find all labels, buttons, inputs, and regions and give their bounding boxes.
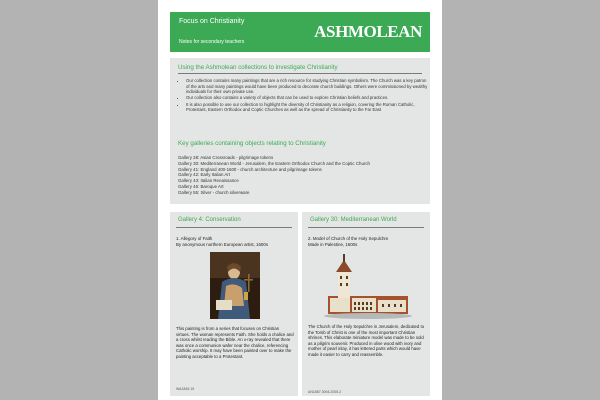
object-meta: By anonymous northern European artist, 1600s — [176, 241, 269, 247]
intro-heading: Using the Ashmolean collections to investigate Christianity — [178, 64, 338, 71]
gallery-item: Gallery 43: Italian Renaissance — [178, 178, 239, 184]
bullet-item: • It is also possible to use our collection to highlight the diversity of Christianity as a religion, covering the Roman Catholic, Protestant, Eastern Orthodox and Coptic Churches as well as the spread of Christianity to the Far East — [186, 102, 428, 113]
accession-number: AN1887.3094.2005.2 — [308, 390, 342, 394]
gallery-item: Gallery 55: Silver - church silverware — [178, 189, 250, 195]
card-divider — [176, 227, 292, 228]
card-divider — [308, 227, 424, 228]
object-description: The Church of the Holy Sepulchre in Jerusalem, dedicated to the Tomb of Christ is one of the most important Christian shrines. This elaborate miniature model was made to be sold as a pilgrim souvenir. Produced in olive wood with ivory and mother of pearl inlay, it has lettered parts which would have made it easier to carry and reassemble. — [308, 324, 425, 357]
gallery-item: Gallery 41: England 400-1600 - church architecture and pilgrimage tokens — [178, 166, 322, 172]
document-title: Focus on Christianity — [179, 18, 245, 25]
bullet-item: • Our collection contains many paintings that are a rich resource for studying Christian symbolism. The Church was a key patron of the arts and many paintings would have been produced to decorate church buildings. Others were commissioned by wealthy individuals for their own private use. — [186, 78, 428, 95]
document-page — [158, 0, 442, 400]
object-meta: Made in Palestine, 1600s — [308, 241, 358, 247]
gallery-item: Gallery 42: Early Italian Art — [178, 172, 230, 178]
heading-divider — [178, 73, 422, 74]
card-heading: Gallery 4: Conservation — [178, 217, 241, 223]
intro-panel — [170, 58, 430, 204]
gallery-4-card — [170, 212, 298, 396]
gallery-30-card — [302, 212, 430, 396]
ashmolean-logo: ASHMOLEAN — [314, 22, 422, 41]
header-banner — [170, 12, 430, 52]
gallery-item: Gallery 46: Baroque Art — [178, 183, 224, 189]
galleries-heading: Key galleries containing objects relating to Christianity — [178, 140, 326, 147]
bullet-item: • Our collection also contains a variety of objects that can be used to explore Christian beliefs and practices. — [186, 95, 428, 101]
gallery-list — [178, 155, 370, 196]
document-subtitle: Notes for secondary teachers — [179, 39, 245, 45]
intro-bullet-list — [178, 78, 428, 113]
object-description: This painting is from a series that focuses on Christian virtues. The woman represents Faith. She holds a chalice and a cross whilst reading the Bible. An x-ray revealed that there was once a communion wafer near the chalice, referencing Catholic worship. It may have been painted over to make the painting acceptable to a Protestant. — [176, 326, 294, 359]
object-title: 1. Allegory of Faith — [176, 236, 213, 241]
object-title: 2. Model of Church of the Holy Sepulchre — [308, 236, 389, 241]
gallery-item: Gallery 28: Asian Crossroads - pilgrimage tokens — [178, 155, 274, 160]
object-caption — [308, 236, 426, 247]
accession-number: WA1845.15 — [176, 387, 195, 391]
allegory-of-faith-painting — [210, 252, 260, 319]
card-heading: Gallery 30: Mediterranean World — [310, 217, 397, 223]
gallery-item: Gallery 30: Mediterranean World - Jerusalem, the Eastern Orthodox Church and the Coptic Church — [178, 160, 370, 166]
holy-sepulchre-model-photo — [318, 252, 414, 320]
object-caption — [176, 236, 294, 247]
